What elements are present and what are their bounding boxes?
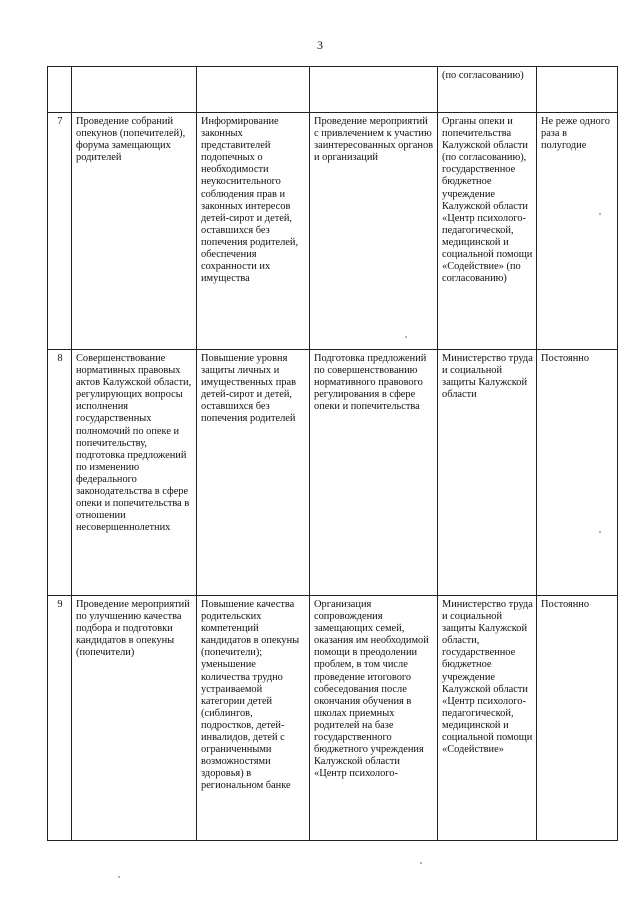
cell-term: Не реже одного раза в полугодие bbox=[537, 113, 618, 350]
cell-term: Постоянно bbox=[537, 350, 618, 596]
cell-term: Постоянно bbox=[537, 596, 618, 841]
cell-term bbox=[537, 67, 618, 113]
cell-number bbox=[48, 67, 72, 113]
cell-action bbox=[310, 67, 438, 113]
cell-event bbox=[72, 67, 197, 113]
cell-goal: Повышение качества родительских компетенций кандидатов в опекуны (попечители); уменьшение количества трудно устраиваемой категории детей (сиблингов, подростков, детей-инвалидов, детей с ограниченными возможностями здоровья) в региональном банке bbox=[197, 596, 310, 841]
table-row-8 bbox=[48, 350, 618, 596]
scan-speck bbox=[599, 213, 601, 215]
table-row-7 bbox=[48, 113, 618, 350]
cell-executor: Органы опеки и попечительства Калужской области (по согласованию), государственное бюджетное учреждение Калужской области «Центр психолого-педагогической, медицинской и социальной помощи «Содействие» (по согласованию) bbox=[438, 113, 537, 350]
scan-speck bbox=[420, 862, 422, 864]
action-plan-table bbox=[47, 66, 618, 841]
table-row-continued bbox=[48, 67, 618, 113]
page-number: 3 bbox=[317, 38, 323, 52]
cell-executor: Министерство труда и социальной защиты Калужской области, государственное бюджетное учреждение Калужской области «Центр психолого-педагогической, медицинской и социальной помощи «Содействие» bbox=[438, 596, 537, 841]
cell-action: Подготовка предложений по совершенствованию нормативного правового регулирования в сфере опеки и попечительства bbox=[310, 350, 438, 596]
scan-speck bbox=[118, 876, 120, 878]
cell-number: 9 bbox=[48, 596, 72, 841]
table-row-9 bbox=[48, 596, 618, 841]
scan-speck bbox=[405, 336, 407, 338]
cell-event: Проведение собраний опекунов (попечителей), форума замещающих родителей bbox=[72, 113, 197, 350]
cell-executor: Министерство труда и социальной защиты Калужской области bbox=[438, 350, 537, 596]
cell-executor: (по согласованию) bbox=[438, 67, 537, 113]
cell-goal bbox=[197, 67, 310, 113]
cell-action: Организация сопровождения замещающих семей, оказания им необходимой помощи в преодолении проблем, в том числе проведение итогового собеседования после окончания обучения в школах приемных родителей на базе государственного бюджетного учреждения Калужской области «Центр психолого- bbox=[310, 596, 438, 841]
cell-number: 7 bbox=[48, 113, 72, 350]
scan-speck bbox=[599, 531, 601, 533]
cell-event: Проведение мероприятий по улучшению качества подбора и подготовки кандидатов в опекуны (попечители) bbox=[72, 596, 197, 841]
cell-goal: Информирование законных представителей подопечных о необходимости неукоснительного соблюдения прав и законных интересов детей-сирот и детей, оставшихся без попечения родителей, обеспечения сохранности их имущества bbox=[197, 113, 310, 350]
cell-goal: Повышение уровня защиты личных и имущественных прав детей-сирот и детей, оставшихся без попечения родителей bbox=[197, 350, 310, 596]
cell-action: Проведение мероприятий с привлечением к участию заинтересованных органов и организаций bbox=[310, 113, 438, 350]
cell-event: Совершенствование нормативных правовых актов Калужской области, регулирующих вопросы исполнения государственных полномочий по опеке и попечительству, подготовка предложений по изменению федерального законодательства в сфере опеки и попечительства в отношении несовершеннолетних bbox=[72, 350, 197, 596]
cell-number: 8 bbox=[48, 350, 72, 596]
